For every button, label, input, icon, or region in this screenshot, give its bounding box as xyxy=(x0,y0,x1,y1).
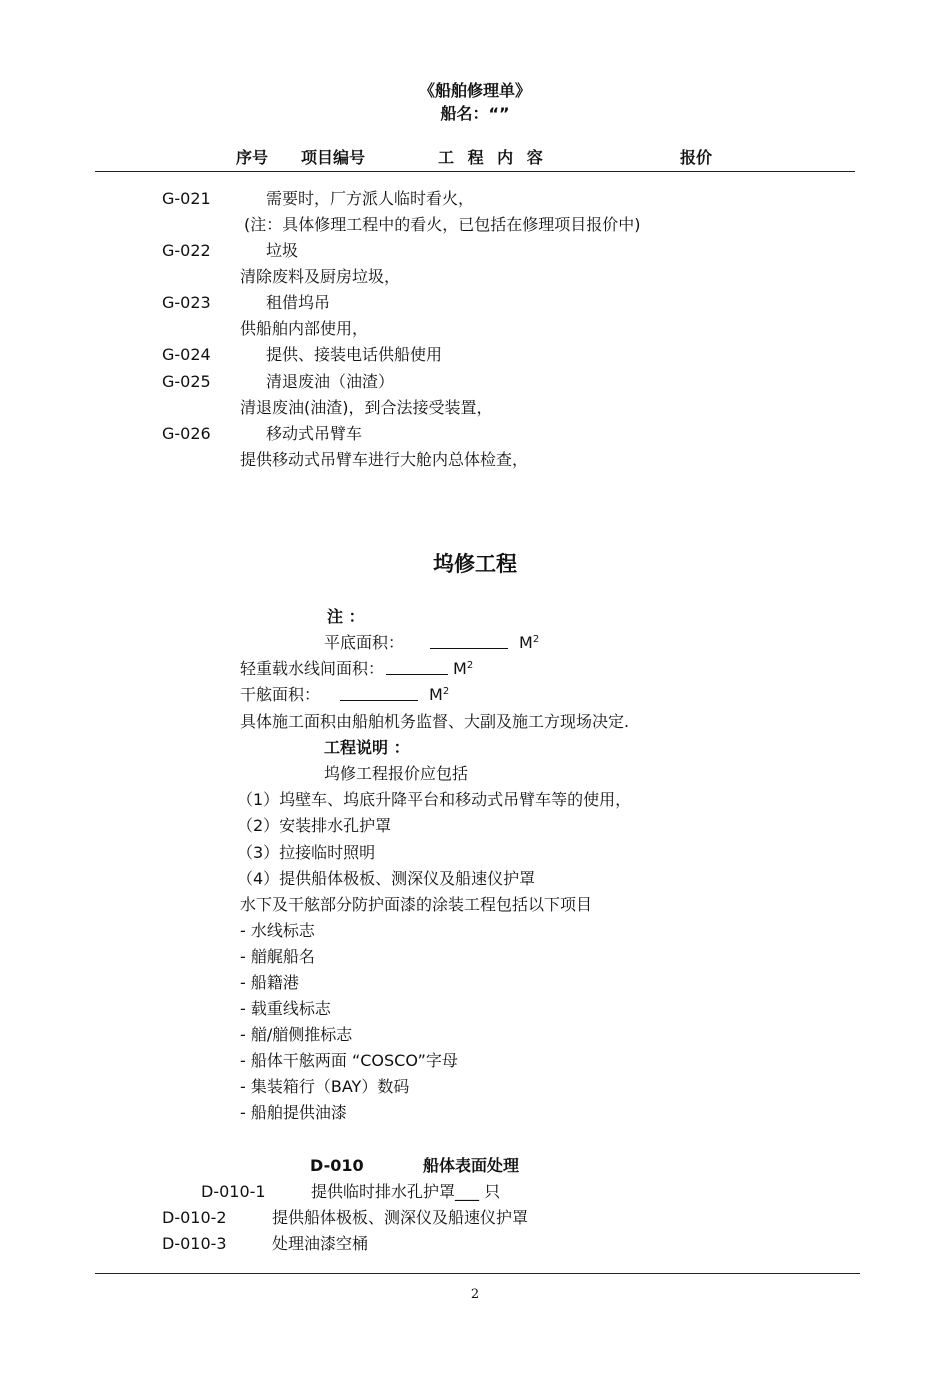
document-title: 《船舶修理单》 xyxy=(418,81,531,100)
painting-item: - 艏艉船名 xyxy=(240,947,315,966)
blank-field xyxy=(340,685,418,701)
d010-code: D-010 xyxy=(310,1156,364,1175)
item-code: G-021 xyxy=(162,189,211,208)
unit-label: M xyxy=(429,685,443,704)
freeboard-area xyxy=(240,685,449,705)
painting-item: - 水线标志 xyxy=(240,921,315,940)
unit-superscript: 2 xyxy=(466,660,474,671)
blank-field xyxy=(430,633,508,649)
footer-rule xyxy=(95,1273,860,1274)
page-number: 2 xyxy=(470,1287,480,1302)
item-detail: 提供移动式吊臂车进行大舱内总体检查， xyxy=(240,450,529,469)
item-title: 租借坞吊 xyxy=(266,293,331,312)
loadline-area xyxy=(240,659,473,679)
painting-item: - 船体干舷两面 “COSCO”字母 xyxy=(240,1051,458,1070)
loadline-label: 轻重载水线间面积： xyxy=(240,659,385,678)
d010-item-code: D-010-1 xyxy=(201,1182,266,1201)
header-rule xyxy=(95,171,855,172)
unit-superscript: 2 xyxy=(532,634,540,645)
painting-intro: 水下及干舷部分防护面漆的涂装工程包括以下项目 xyxy=(240,895,593,914)
painting-item: - 船籍港 xyxy=(240,973,299,992)
column-content: 工 程 内 容 xyxy=(438,148,543,167)
d010-title: 船体表面处理 xyxy=(423,1156,520,1175)
unit-label: M xyxy=(453,659,467,678)
item-title: 移动式吊臂车 xyxy=(266,424,363,443)
note-label: 注 ： xyxy=(327,607,365,626)
includes-item: （3）拉接临时照明 xyxy=(237,843,376,862)
includes-item: （2）安装排水孔护罩 xyxy=(237,816,392,835)
includes-item: （1）坞壁车、坞底升降平台和移动式吊臂车等的使用， xyxy=(237,790,632,809)
d010-item-code: D-010-2 xyxy=(162,1208,227,1227)
section-heading: 坞修工程 xyxy=(433,552,517,576)
item-title: 垃圾 xyxy=(266,241,299,260)
description-label: 工程说明 ： xyxy=(324,738,410,757)
column-item-no: 项目编号 xyxy=(301,148,366,167)
item-code: G-025 xyxy=(162,372,211,391)
unit-label: M xyxy=(519,633,533,652)
column-seq: 序号 xyxy=(236,148,269,167)
column-quote: 报价 xyxy=(680,148,713,167)
item-title: 提供、接装电话供船使用 xyxy=(266,345,443,364)
item-code: G-024 xyxy=(162,345,211,364)
area-note: 具体施工面积由船舶机务监督、大副及施工方现场决定. xyxy=(240,712,630,731)
item-detail: (注：具体修理工程中的看火，已包括在修理项目报价中) xyxy=(244,215,641,234)
includes-item: （4）提供船体极板、测深仪及船速仪护罩 xyxy=(237,869,536,888)
unit-superscript: 2 xyxy=(442,686,450,697)
item-detail: 清除废料及厨房垃圾， xyxy=(240,267,401,286)
painting-item: - 载重线标志 xyxy=(240,999,331,1018)
item-code: G-023 xyxy=(162,293,211,312)
includes-intro: 坞修工程报价应包括 xyxy=(324,764,469,783)
ship-name: 船名：“” xyxy=(440,104,510,123)
item-detail: 清退废油(油渣)，到合法接受装置， xyxy=(240,398,493,417)
blank-field xyxy=(386,659,448,675)
d010-item-text: 处理油漆空桶 xyxy=(272,1234,369,1253)
painting-item: - 船舶提供油漆 xyxy=(240,1103,347,1122)
item-code: G-022 xyxy=(162,241,211,260)
item-detail: 供船舶内部使用， xyxy=(240,319,369,338)
item-title: 需要时，厂方派人临时看火， xyxy=(266,189,475,208)
painting-item: - 集装箱行（BAY）数码 xyxy=(240,1077,410,1096)
flat-bottom-label: 平底面积： xyxy=(324,633,405,652)
d010-item-text: 提供船体极板、测深仪及船速仪护罩 xyxy=(272,1208,529,1227)
freeboard-label: 干舷面积： xyxy=(240,685,321,704)
d010-item-text: 提供临时排水孔护罩___ 只 xyxy=(311,1182,501,1201)
flat-bottom-area xyxy=(324,633,539,653)
d010-item-code: D-010-3 xyxy=(162,1234,227,1253)
item-code: G-026 xyxy=(162,424,211,443)
item-title: 清退废油（油渣） xyxy=(266,372,395,391)
painting-item: - 艏/艏侧推标志 xyxy=(240,1025,353,1044)
